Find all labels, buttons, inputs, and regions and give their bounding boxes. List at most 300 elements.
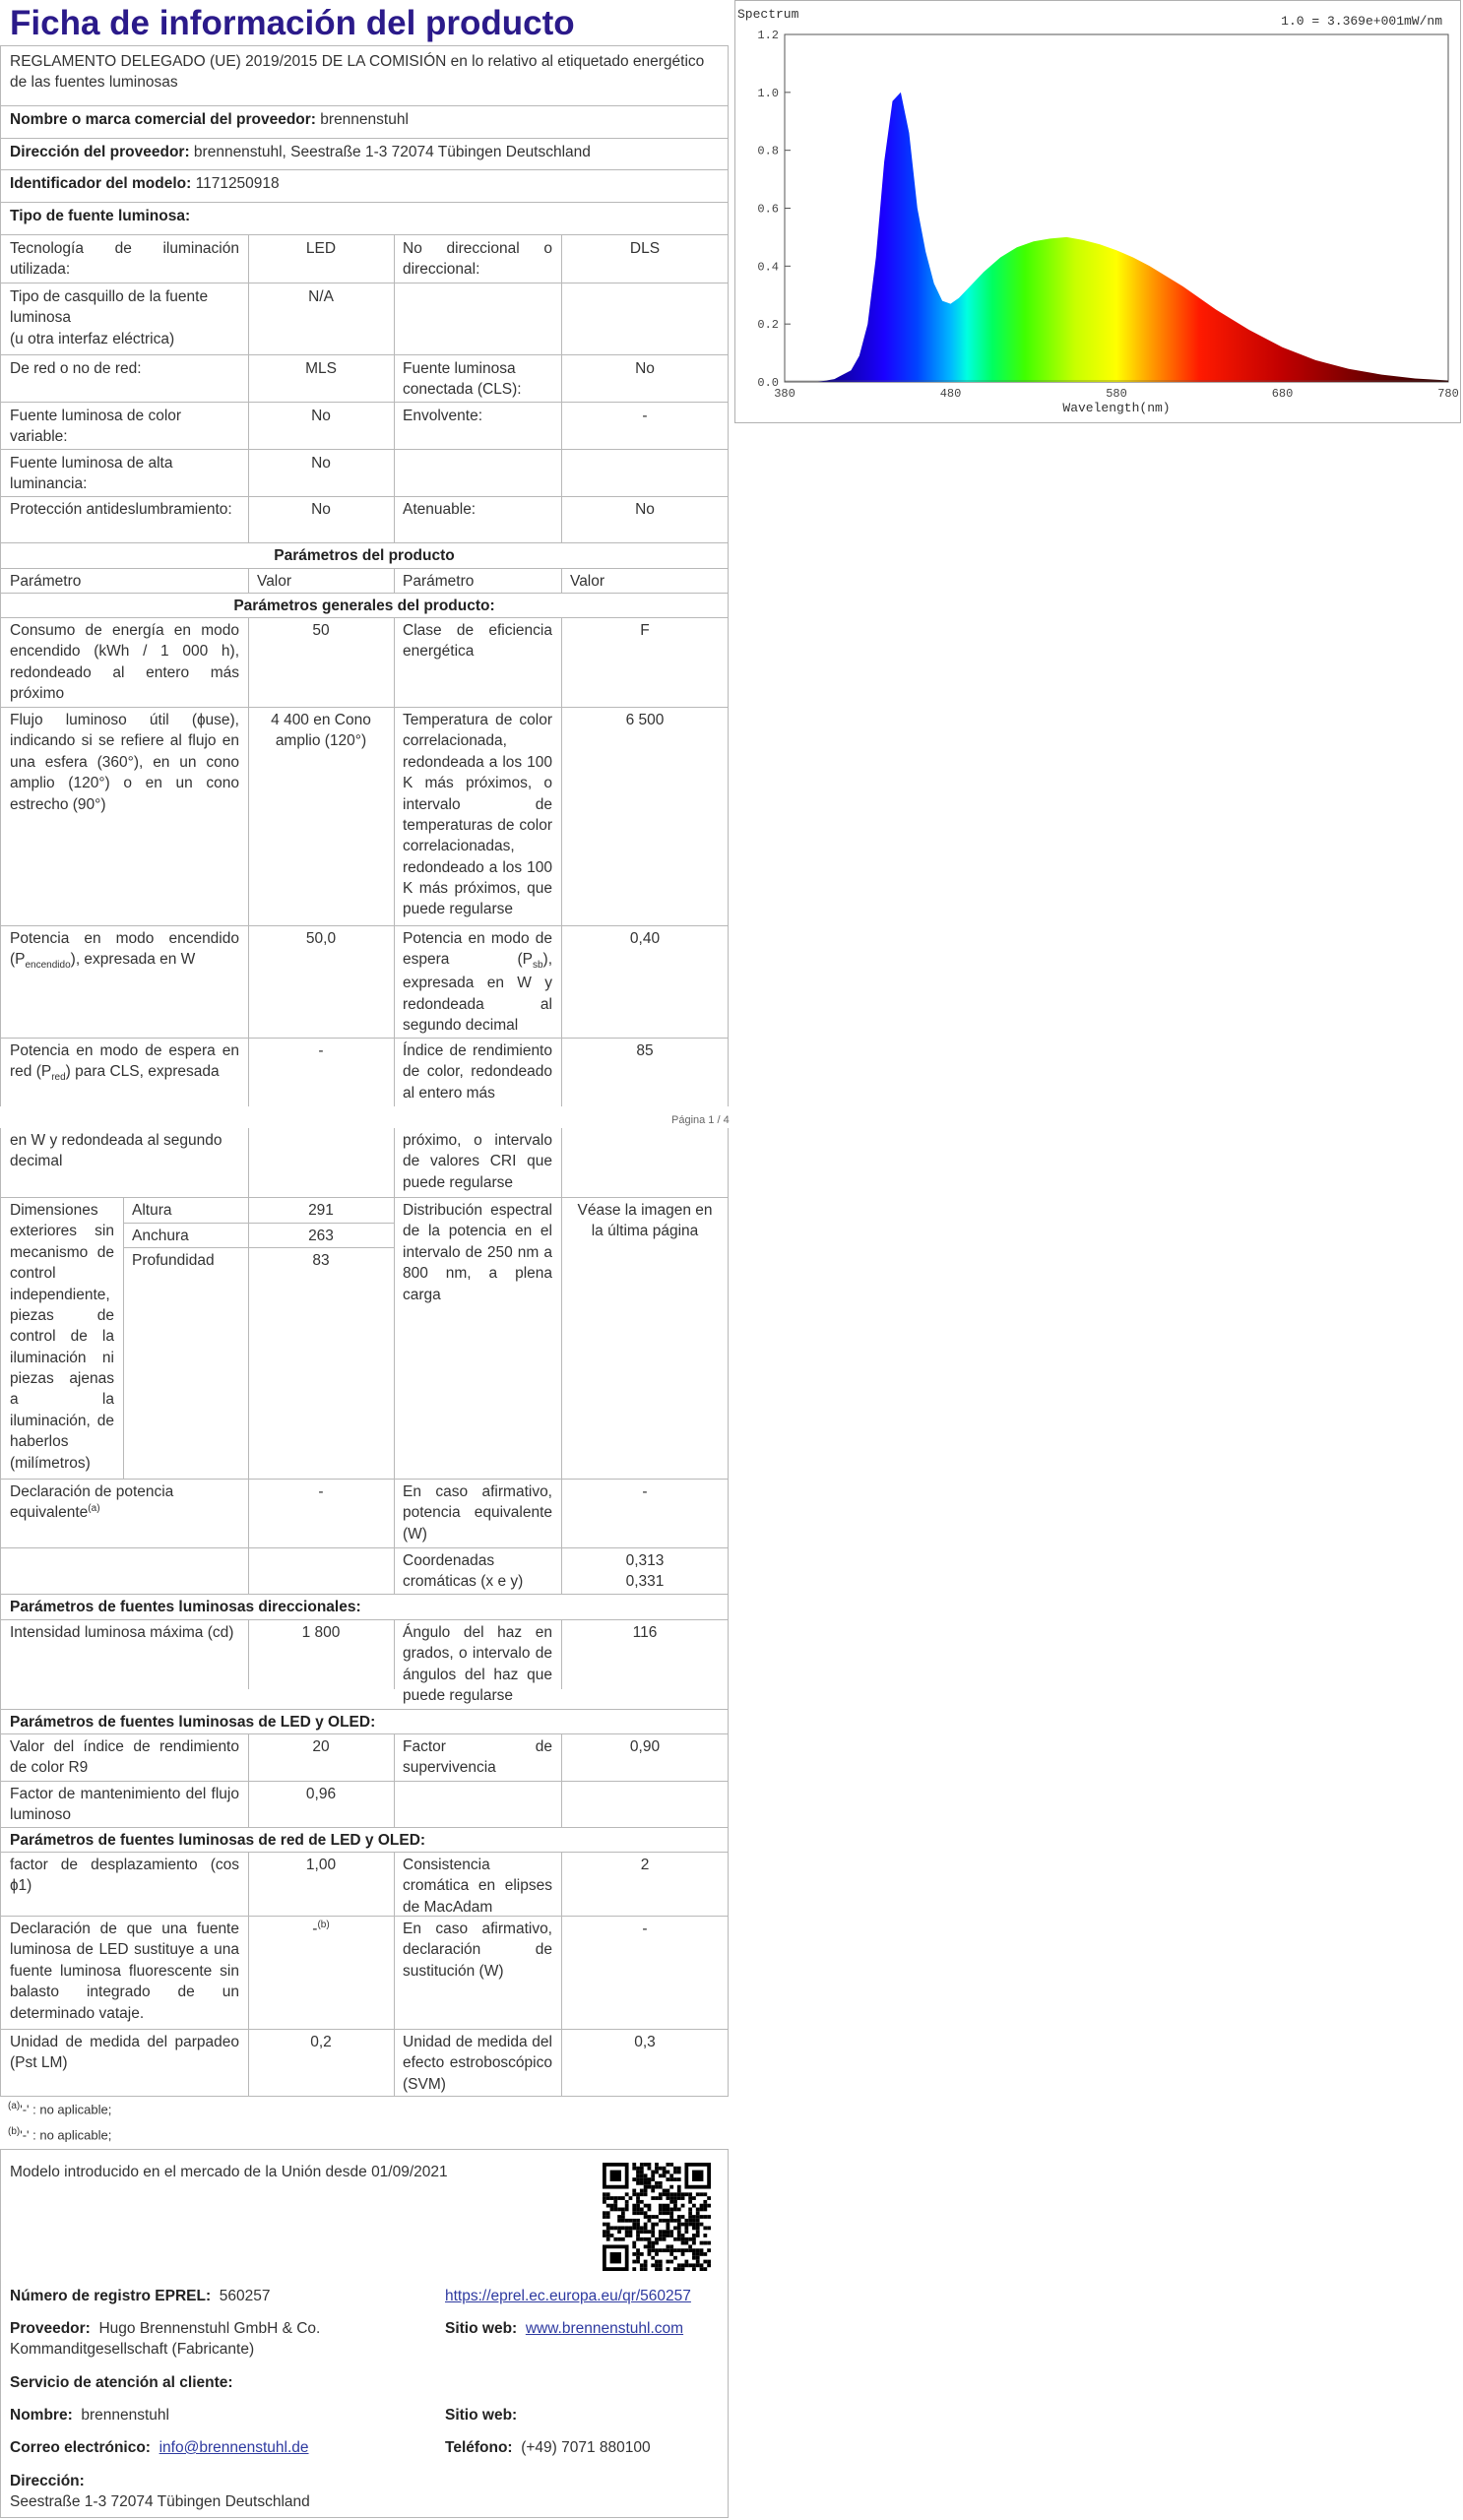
qr-module <box>636 2223 640 2227</box>
model-value: 1171250918 <box>195 175 280 192</box>
qr-module <box>625 2234 629 2237</box>
net-standby-sub: red <box>51 1072 66 1084</box>
qr-module <box>655 2185 659 2189</box>
qr-module <box>673 2219 677 2223</box>
qr-module <box>663 2234 667 2237</box>
qr-module <box>632 2241 636 2245</box>
qr-module <box>669 2208 673 2212</box>
qr-module <box>617 2230 621 2234</box>
qr-module <box>648 2244 652 2248</box>
qr-module <box>617 2196 621 2200</box>
net-standby-label-a: Potencia en modo de espera en red (P <box>10 1042 239 1081</box>
qr-module <box>632 2192 636 2196</box>
cls-label: Fuente luminosa conectada (CLS): <box>403 360 522 399</box>
qr-module <box>636 2230 640 2234</box>
survival-label: Factor de supervivencia <box>403 1738 552 1777</box>
scale-note: 1.0 = 3.369e+001mW/nm <box>1281 14 1442 29</box>
footnote-a-sup: (a) <box>8 2101 21 2111</box>
qr-module <box>640 2200 644 2204</box>
qr-module <box>663 2167 667 2171</box>
x-tick-label: 480 <box>939 387 962 401</box>
col-param-1: Parámetro <box>10 573 82 590</box>
qr-module <box>636 2248 640 2252</box>
qr-module <box>644 2223 648 2227</box>
qr-module <box>640 2171 644 2174</box>
qr-module <box>617 2215 621 2219</box>
cs-mail-link[interactable]: info@brennenstuhl.de <box>159 2439 309 2456</box>
qr-module <box>696 2208 700 2212</box>
qr-module <box>644 2163 648 2167</box>
qr-module <box>677 2215 681 2219</box>
colour-variable-value: No <box>311 408 331 424</box>
qr-module <box>648 2167 652 2171</box>
mains-led-heading: Parámetros de fuentes luminosas de red de LED y OLED: <box>1 1828 728 1853</box>
qr-module <box>692 2252 696 2256</box>
qr-module <box>696 2230 700 2234</box>
cap-label-line1: Tipo de casquillo de la fuente luminosa <box>10 288 209 327</box>
qr-module <box>617 2219 621 2223</box>
qr-module <box>688 2219 692 2223</box>
qr-module <box>632 2226 636 2230</box>
equivalent-power-label: En caso afirmativo, potencia equivalente (W) <box>403 1483 552 1543</box>
qr-module <box>617 2237 621 2241</box>
address-label: Dirección del proveedor: <box>10 144 190 160</box>
qr-module <box>692 2215 696 2219</box>
flicker-label: Unidad de medida del parpadeo (Pst LM) <box>10 2034 239 2072</box>
qr-module <box>684 2230 688 2234</box>
svm-label: Unidad de medida del efecto estroboscópico (SVM) <box>403 2034 552 2093</box>
chromaticity-x: 0,313 <box>625 1552 665 1569</box>
qr-finder <box>692 2171 703 2181</box>
qr-module <box>655 2263 659 2267</box>
replacement-label: Declaración de que una fuente luminosa de LED sustituye a una fuente luminosa fluorescente sin balasto integrado de un determinado vataje. <box>10 1921 239 2022</box>
qr-module <box>703 2208 707 2212</box>
qr-module <box>603 2234 606 2237</box>
qr-module <box>640 2174 644 2177</box>
qr-module <box>703 2267 707 2271</box>
qr-module <box>644 2211 648 2215</box>
spectral-label: Distribución espectral de la potencia en el intervalo de 250 nm a 800 nm, a plena carga <box>403 1202 552 1303</box>
qr-module <box>636 2256 640 2260</box>
qr-module <box>629 2234 633 2237</box>
qr-module <box>666 2248 669 2252</box>
cri-value: 85 <box>636 1042 654 1059</box>
qr-module <box>648 2177 652 2181</box>
qr-module <box>648 2248 652 2252</box>
qr-module <box>696 2248 700 2252</box>
qr-module <box>655 2223 659 2227</box>
qr-module <box>655 2171 659 2174</box>
qr-module <box>640 2211 644 2215</box>
qr-module <box>688 2248 692 2252</box>
qr-module <box>610 2196 614 2200</box>
qr-module <box>629 2226 633 2230</box>
qr-module <box>632 2252 636 2256</box>
qr-module <box>659 2267 663 2271</box>
qr-module <box>625 2219 629 2223</box>
qr-module <box>703 2260 707 2264</box>
dimmable-label: Atenuable: <box>403 501 477 518</box>
eprel-label: Número de registro EPREL: <box>10 2288 212 2304</box>
cap-label <box>1 284 248 351</box>
qr-module <box>700 2252 704 2256</box>
qr-module <box>613 2196 617 2200</box>
qr-module <box>677 2189 681 2193</box>
qr-module <box>636 2211 640 2215</box>
qr-module <box>696 2223 700 2227</box>
qr-module <box>651 2177 655 2181</box>
qr-module <box>648 2219 652 2223</box>
qr-module <box>621 2226 625 2230</box>
qr-module <box>707 2248 711 2252</box>
spectrum-area <box>818 93 1448 382</box>
qr-module <box>651 2230 655 2234</box>
qr-module <box>644 2174 648 2177</box>
qr-module <box>640 2237 644 2241</box>
tech-label: Tecnología de iluminación utilizada: <box>10 240 239 279</box>
qr-module <box>659 2263 663 2267</box>
qr-module <box>640 2263 644 2267</box>
eprel-link[interactable]: https://eprel.ec.europa.eu/qr/560257 <box>445 2288 691 2304</box>
qr-module <box>681 2267 685 2271</box>
qr-module <box>632 2208 636 2212</box>
qr-module <box>644 2267 648 2271</box>
col-value-2: Valor <box>570 573 605 590</box>
footnote-b <box>8 2125 111 2144</box>
qr-module <box>651 2185 655 2189</box>
qr-module <box>625 2230 629 2234</box>
qr-module <box>636 2237 640 2241</box>
qr-module <box>651 2171 655 2174</box>
qr-module <box>681 2263 685 2267</box>
qr-module <box>651 2215 655 2219</box>
qr-module <box>677 2185 681 2189</box>
qr-module <box>629 2196 633 2200</box>
qr-module <box>640 2208 644 2212</box>
qr-module <box>703 2226 707 2230</box>
footnote-a <box>8 2100 111 2118</box>
dimmable-value: No <box>635 501 655 518</box>
y-tick-label: 0.4 <box>757 260 779 275</box>
qr-module <box>707 2204 711 2208</box>
qr-module <box>655 2241 659 2245</box>
qr-module <box>625 2208 629 2212</box>
qr-module <box>632 2211 636 2215</box>
standby-sub: sb <box>532 960 543 972</box>
cri-label-part2: próximo, o intervalo de valores CRI que puede regularse <box>403 1132 552 1191</box>
qr-module <box>606 2196 610 2200</box>
displacement-label: factor de desplazamiento (cos ɸ1) <box>10 1857 239 1895</box>
replacement-w-label: En caso afirmativo, declaración de sustitución (W) <box>403 1921 552 1980</box>
qr-module <box>677 2171 681 2174</box>
qr-module <box>673 2248 677 2252</box>
qr-module <box>684 2192 688 2196</box>
qr-module <box>669 2252 673 2256</box>
qr-module <box>669 2244 673 2248</box>
width-value: 263 <box>308 1228 334 1244</box>
qr-module <box>669 2215 673 2219</box>
qr-module <box>700 2223 704 2227</box>
qr-module <box>610 2204 614 2208</box>
spectrum-svg <box>735 1 1462 424</box>
qr-module <box>688 2237 692 2241</box>
qr-module <box>655 2163 659 2167</box>
qr-module <box>696 2234 700 2237</box>
qr-module <box>681 2215 685 2219</box>
qr-module <box>606 2226 610 2230</box>
standby-value: 0,40 <box>629 930 661 947</box>
qr-module <box>636 2219 640 2223</box>
qr-module <box>636 2204 640 2208</box>
qr-module <box>603 2196 606 2200</box>
qr-module <box>677 2237 681 2241</box>
net-standby-value: - <box>318 1042 324 1059</box>
qr-module <box>606 2204 610 2208</box>
qr-module <box>632 2204 636 2208</box>
qr-module <box>636 2226 640 2230</box>
qr-module <box>684 2241 688 2245</box>
qr-module <box>663 2208 667 2212</box>
power-on-sub: encendido <box>25 960 71 972</box>
qr-module <box>636 2252 640 2256</box>
net-standby-label <box>1 1039 248 1087</box>
qr-module <box>632 2167 636 2171</box>
qr-module <box>636 2177 640 2181</box>
qr-module <box>610 2226 614 2230</box>
qr-module <box>663 2248 667 2252</box>
qr-module <box>655 2167 659 2171</box>
qr-module <box>659 2192 663 2196</box>
qr-module <box>659 2230 663 2234</box>
qr-module <box>688 2192 692 2196</box>
qr-module <box>644 2244 648 2248</box>
qr-module <box>659 2260 663 2264</box>
qr-module <box>681 2237 685 2241</box>
qr-module <box>666 2244 669 2248</box>
antiglare-value: No <box>311 501 331 518</box>
provider-web-label: Sitio web: <box>445 2320 518 2337</box>
qr-module <box>681 2241 685 2245</box>
qr-module <box>703 2204 707 2208</box>
qr-module <box>700 2208 704 2212</box>
cs-name-value: brennenstuhl <box>81 2407 169 2424</box>
qr-module <box>700 2267 704 2271</box>
qr-module <box>640 2252 644 2256</box>
qr-module <box>651 2241 655 2245</box>
qr-module <box>677 2223 681 2227</box>
eprel-row <box>10 2286 270 2306</box>
qr-module <box>677 2192 681 2196</box>
qr-module <box>700 2204 704 2208</box>
provider-value: Hugo Brennenstuhl GmbH & Co. Kommanditgesellschaft (Fabricante) <box>10 2320 321 2359</box>
qr-module <box>603 2192 606 2196</box>
qr-module <box>621 2219 625 2223</box>
qr-module <box>663 2237 667 2241</box>
replacement-sup: (b) <box>317 1920 330 1930</box>
qr-module <box>625 2226 629 2230</box>
qr-module <box>648 2208 652 2212</box>
qr-module <box>663 2189 667 2193</box>
qr-module <box>681 2223 685 2227</box>
net-standby-label-b: ) para CLS, expresada <box>65 1063 220 1081</box>
depth-label: Profundidad <box>132 1252 215 1269</box>
qr-module <box>700 2192 704 2196</box>
qr-module <box>659 2248 663 2252</box>
qr-module <box>673 2171 677 2174</box>
qr-module <box>673 2237 677 2241</box>
spectral-value: Véase la imagen en la última página <box>577 1202 713 1240</box>
qr-module <box>669 2234 673 2237</box>
qr-module <box>669 2192 673 2196</box>
qr-module <box>644 2204 648 2208</box>
qr-module <box>663 2171 667 2174</box>
qr-module <box>644 2237 648 2241</box>
cap-label-line2: (u otra interfaz eléctrica) <box>10 330 175 347</box>
qr-module <box>703 2252 707 2256</box>
qr-module <box>666 2204 669 2208</box>
qr-module <box>651 2174 655 2177</box>
address-row <box>1 140 728 164</box>
qr-module <box>688 2211 692 2215</box>
qr-module <box>666 2230 669 2234</box>
r9-label: Valor del índice de rendimiento de color R9 <box>10 1738 239 1777</box>
qr-module <box>648 2252 652 2256</box>
x-axis-label: Wavelength(nm) <box>1062 401 1171 415</box>
qr-module <box>603 2223 606 2227</box>
flux-value: 4 400 en Cono amplio (120°) <box>271 712 371 750</box>
x-tick-label: 380 <box>774 387 795 401</box>
qr-module <box>659 2174 663 2177</box>
depth-value: 83 <box>312 1252 330 1269</box>
address-value: brennenstuhl, Seestraße 1-3 72074 Tübingen Deutschland <box>193 144 591 160</box>
equivalent-value: - <box>318 1483 324 1500</box>
qr-module <box>700 2241 704 2245</box>
power-on-label <box>1 926 248 975</box>
height-value: 291 <box>308 1202 334 1219</box>
qr-module <box>659 2211 663 2215</box>
equivalent-power-value: - <box>642 1483 648 1500</box>
qr-module <box>655 2181 659 2185</box>
qr-module <box>666 2219 669 2223</box>
high-luminance-label: Fuente luminosa de alta luminancia: <box>10 455 173 493</box>
qr-module <box>648 2241 652 2245</box>
qr-module <box>663 2211 667 2215</box>
qr-module <box>640 2189 644 2193</box>
flux-label: Flujo luminoso útil (ɸuse), indicando si se refiere al flujo en una esfera (360°), en un cono amplio (120°) o en un cono estrecho (90°) <box>10 712 239 813</box>
cap-value: N/A <box>308 288 334 305</box>
qr-module <box>610 2208 614 2212</box>
qr-module <box>669 2211 673 2215</box>
qr-module <box>603 2215 606 2219</box>
qr-module <box>703 2200 707 2204</box>
qr-module <box>655 2267 659 2271</box>
cs-tel-row <box>445 2437 651 2458</box>
qr-module <box>669 2177 673 2181</box>
qr-module <box>669 2248 673 2252</box>
intensity-value: 1 800 <box>301 1624 341 1641</box>
qr-module <box>684 2237 688 2241</box>
footnote-b-sup: (b) <box>8 2126 21 2137</box>
product-params-heading: Parámetros del producto <box>274 547 455 564</box>
qr-module <box>636 2171 640 2174</box>
qr-module <box>692 2204 696 2208</box>
qr-module <box>696 2252 700 2256</box>
qr-module <box>655 2252 659 2256</box>
qr-module <box>684 2219 688 2223</box>
qr-module <box>659 2237 663 2241</box>
y-tick-label: 0.2 <box>757 318 779 333</box>
qr-module <box>666 2223 669 2227</box>
provider-web-link[interactable]: www.brennenstuhl.com <box>525 2320 684 2337</box>
footnote-a-text: '-' : no aplicable; <box>20 2102 112 2117</box>
qr-module <box>681 2252 685 2256</box>
envelope-value: - <box>642 408 648 424</box>
qr-module <box>707 2226 711 2230</box>
qr-module <box>666 2211 669 2215</box>
cs-name-row <box>10 2405 169 2426</box>
qr-module <box>681 2204 685 2208</box>
power-on-label-a: Potencia en modo encendido (P <box>10 930 239 969</box>
qr-module <box>617 2226 621 2230</box>
qr-module <box>613 2226 617 2230</box>
qr-module <box>673 2267 677 2271</box>
qr-module <box>703 2215 707 2219</box>
qr-module <box>696 2192 700 2196</box>
qr-module <box>625 2204 629 2208</box>
qr-module <box>669 2185 673 2189</box>
energy-label: Consumo de energía en modo encendido (kWh / 1 000 h), redondeado al entero más próximo <box>10 622 239 703</box>
qr-module <box>636 2260 640 2264</box>
qr-module <box>613 2237 617 2241</box>
flicker-value: 0,2 <box>310 2034 332 2050</box>
qr-module <box>606 2230 610 2234</box>
qr-module <box>613 2208 617 2212</box>
qr-code-icon[interactable] <box>603 2163 711 2271</box>
standby-label-b: ), expresada en W y redondeada al segundo decimal <box>403 951 552 1035</box>
qr-module <box>688 2208 692 2212</box>
qr-module <box>666 2177 669 2181</box>
qr-module <box>648 2185 652 2189</box>
qr-module <box>696 2256 700 2260</box>
qr-module <box>644 2230 648 2234</box>
qr-module <box>673 2200 677 2204</box>
height-label: Altura <box>132 1202 172 1219</box>
qr-module <box>659 2167 663 2171</box>
qr-module <box>648 2215 652 2219</box>
y-tick-label: 1.2 <box>757 29 779 42</box>
page-number: Página 1 / 4 <box>671 1114 730 1126</box>
cs-web-label: Sitio web: <box>445 2407 518 2424</box>
qr-module <box>655 2215 659 2219</box>
qr-module <box>692 2237 696 2241</box>
service-heading: Servicio de atención al cliente: <box>10 2374 233 2391</box>
cs-tel-value: (+49) 7071 880100 <box>521 2439 651 2456</box>
cs-name-label: Nombre: <box>10 2407 73 2424</box>
qr-module <box>663 2174 667 2177</box>
qr-module <box>636 2181 640 2185</box>
supplier-label: Nombre o marca comercial del proveedor: <box>10 111 316 128</box>
page-title: Ficha de información del producto <box>10 4 575 42</box>
replacement-value-text: - <box>312 1921 318 1938</box>
qr-module <box>666 2267 669 2271</box>
qr-module <box>673 2204 677 2208</box>
qr-module <box>688 2244 692 2248</box>
led-heading: Parámetros de fuentes luminosas de LED y OLED: <box>1 1710 728 1734</box>
x-tick-label: 580 <box>1106 387 1127 401</box>
power-on-label-b: ), expresada en W <box>70 951 196 969</box>
qr-module <box>696 2211 700 2215</box>
replacement-w-value: - <box>642 1921 648 1937</box>
